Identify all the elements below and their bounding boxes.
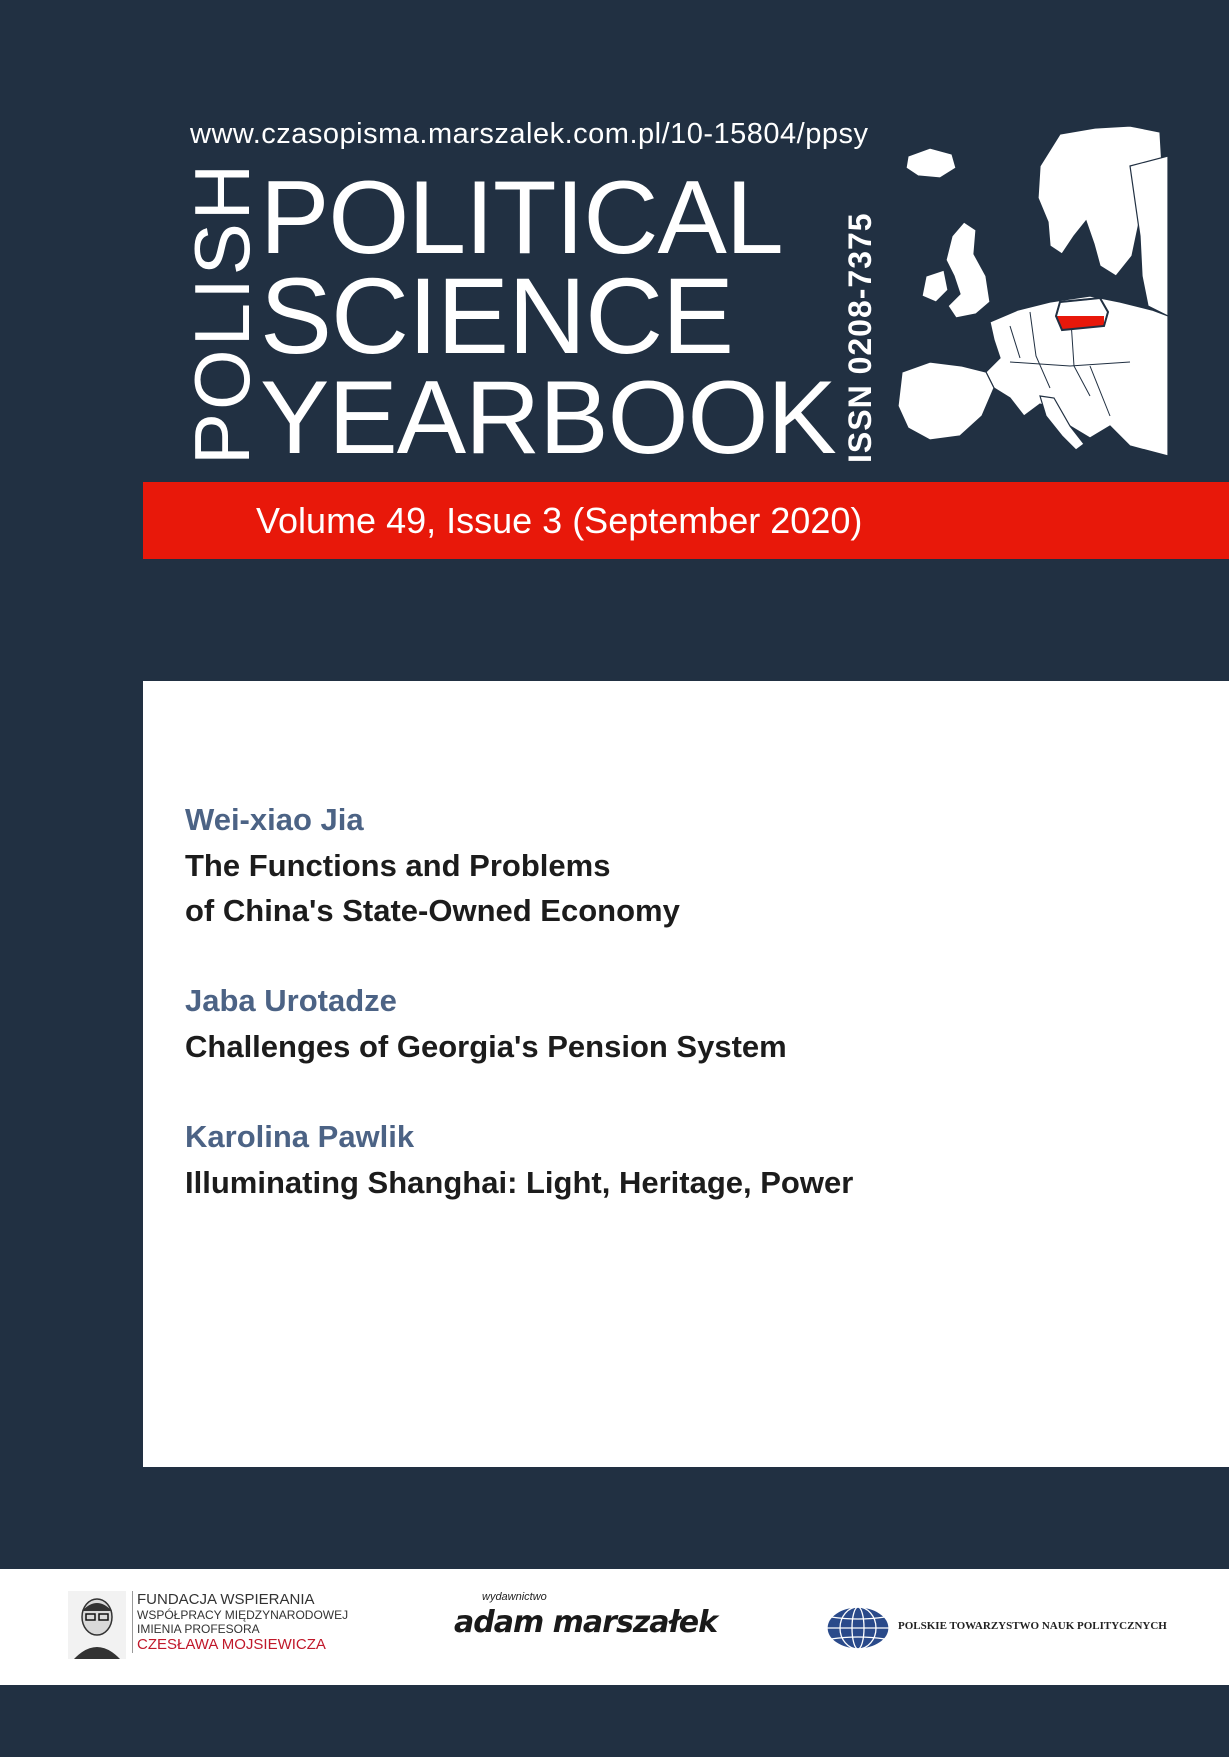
article-title-line: Illuminating Shanghai: Light, Heritage, Power [185, 1165, 854, 1200]
publisher-small-label: wydawnictwo [482, 1591, 547, 1603]
article-title-line: Challenges of Georgia's Pension System [185, 1029, 787, 1064]
list-item[interactable] [185, 1114, 853, 1205]
foundation-line: IMIENIA PROFESORA [137, 1622, 260, 1636]
foundation-line: WSPÓŁPRACY MIĘDZYNARODOWEJ [137, 1608, 349, 1622]
publisher-name: adam marszałek [454, 1605, 718, 1640]
article-author: Karolina Pawlik [185, 1119, 415, 1154]
issue-banner [143, 482, 1229, 559]
foundation-text [132, 1591, 348, 1653]
article-title-line: of China's State-Owned Economy [185, 893, 680, 928]
list-item[interactable] [185, 797, 680, 933]
portrait-icon [68, 1591, 126, 1659]
issue-label: Volume 49, Issue 3 (September 2020) [256, 500, 863, 541]
society-name: POLSKIE TOWARZYSTWO NAUK POLITYCZNYCH [898, 1620, 1167, 1632]
table-of-contents [143, 681, 1229, 1467]
journal-url[interactable]: www.czasopisma.marszalek.com.pl/10-15804/ppsy [190, 118, 869, 150]
title-polish-vertical: POLISH [178, 160, 266, 465]
globe-icon [825, 1605, 891, 1651]
title-line-yearbook: YEARBOOK [260, 360, 836, 476]
article-title-line: The Functions and Problems [185, 848, 611, 883]
title-line-political: POLITICAL [260, 160, 783, 276]
article-author: Jaba Urotadze [185, 983, 397, 1018]
poland-highlight [1056, 298, 1108, 330]
issn-label: ISSN 0208-7375 [842, 212, 878, 463]
publisher-logo[interactable] [452, 1591, 718, 1663]
list-item[interactable] [185, 978, 787, 1069]
title-line-science: SCIENCE [260, 255, 734, 376]
foundation-logo[interactable] [68, 1587, 349, 1667]
foundation-line: FUNDACJA WSPIERANIA [137, 1591, 315, 1608]
article-author: Wei-xiao Jia [185, 802, 364, 837]
foundation-line: CZESŁAWA MOJSIEWICZA [137, 1636, 326, 1653]
europe-map-icon [890, 126, 1170, 456]
footer-logos [0, 1569, 1229, 1685]
society-logo[interactable] [825, 1605, 1185, 1655]
